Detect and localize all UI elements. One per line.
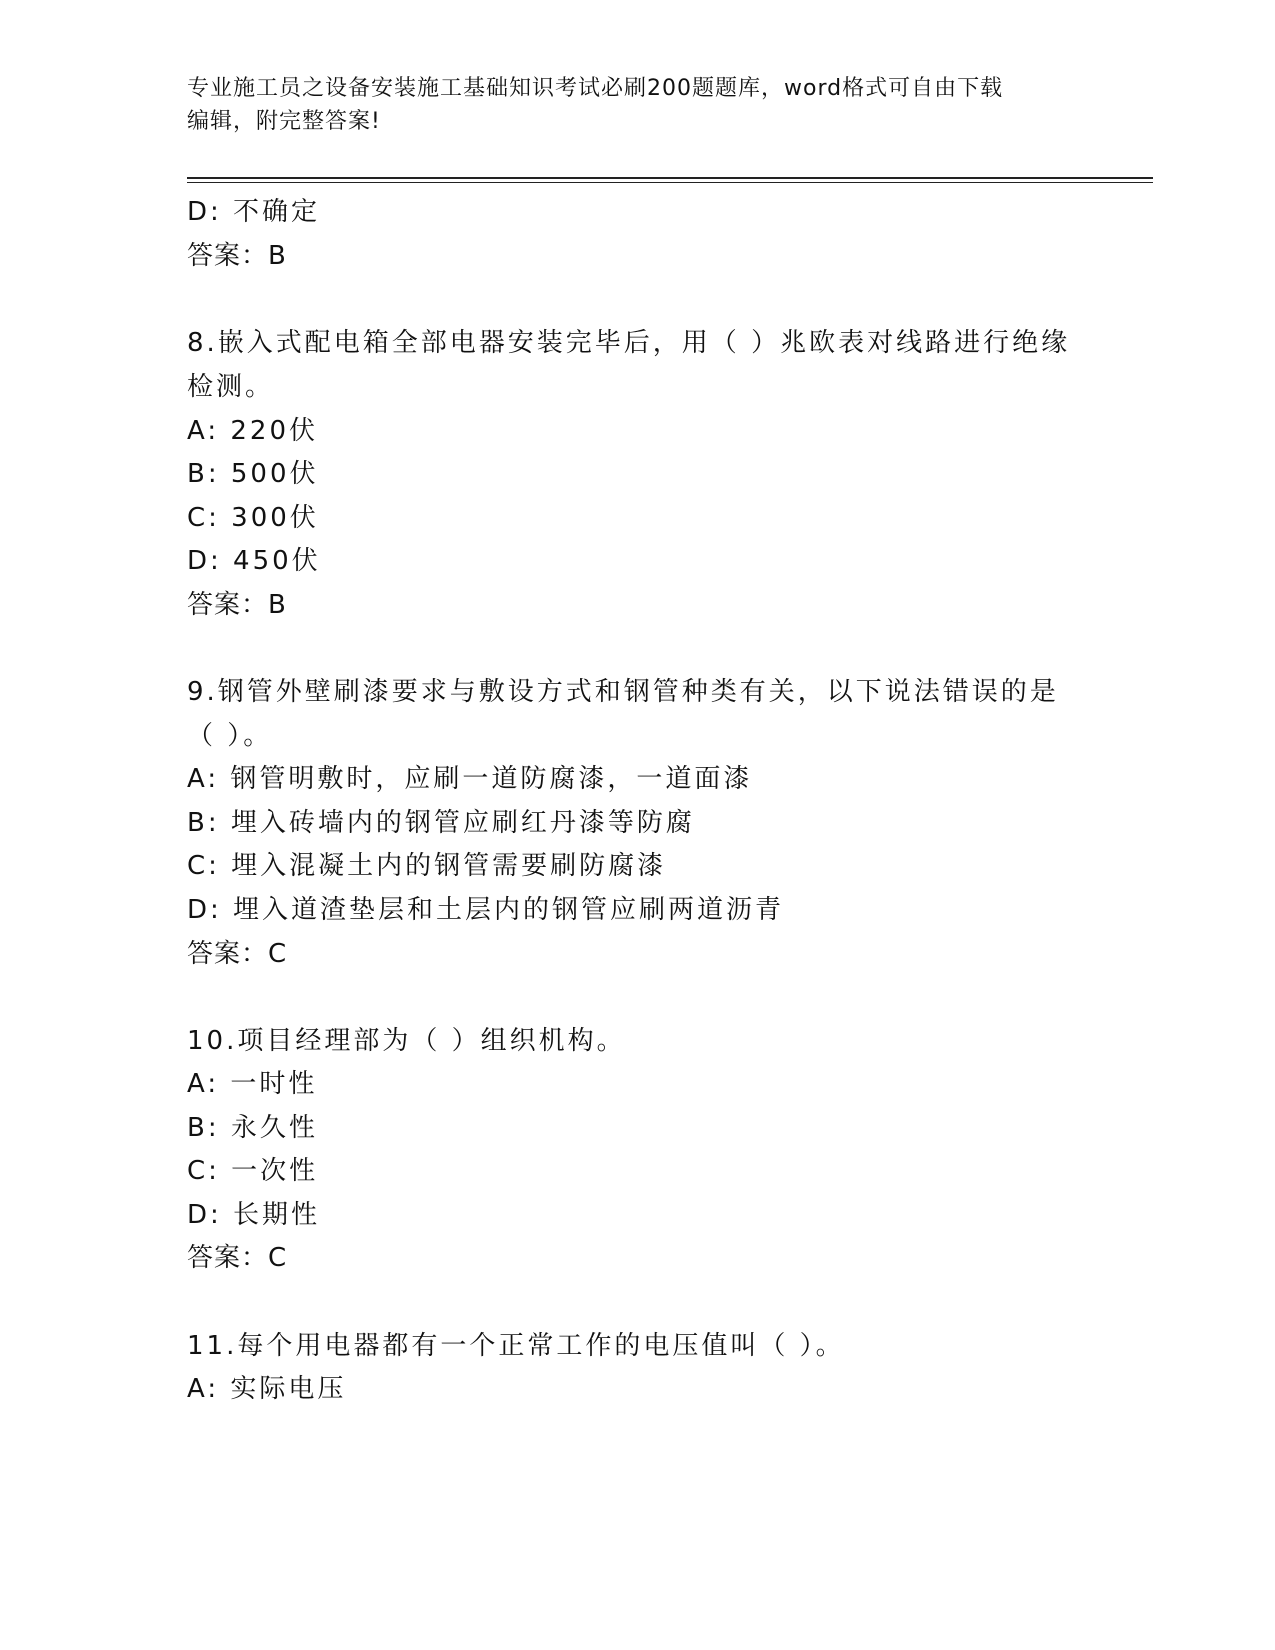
header-line-1: 专业施工员之设备安装施工基础知识考试必刷200题题库，word格式可自由下载 (187, 76, 1004, 101)
q10-option-b: B: 永久性 (187, 1113, 318, 1143)
q8-answer: 答案：B (187, 590, 287, 620)
prev-answer: 答案：B (187, 241, 287, 271)
prev-option-d: D: 不确定 (187, 197, 321, 227)
header-line-2: 编辑，附完整答案! (187, 109, 381, 134)
q9-option-a: A: 钢管明敷时，应刷一道防腐漆，一道面漆 (187, 764, 753, 794)
header-divider-thin (187, 182, 1153, 183)
q8-option-d: D: 450伏 (187, 546, 321, 576)
q9-option-b: B: 埋入砖墙内的钢管应刷红丹漆等防腐 (187, 808, 695, 838)
q11-stem-line-1: 11.每个用电器都有一个正常工作的电压值叫（ ）。 (187, 1331, 845, 1361)
header-divider-thick (187, 177, 1153, 179)
q9-option-d: D: 埋入道渣垫层和土层内的钢管应刷两道沥青 (187, 895, 785, 925)
q10-stem-line-1: 10.项目经理部为（ ）组织机构。 (187, 1026, 626, 1056)
q8-option-c: C: 300伏 (187, 503, 319, 533)
q11-option-a: A: 实际电压 (187, 1374, 347, 1404)
q9-option-c: C: 埋入混凝土内的钢管需要刷防腐漆 (187, 851, 667, 881)
q10-answer: 答案：C (187, 1243, 288, 1273)
q10-option-d: D: 长期性 (187, 1200, 321, 1230)
q8-option-b: B: 500伏 (187, 459, 319, 489)
document-header (187, 72, 1067, 138)
q9-answer: 答案：C (187, 939, 288, 969)
q8-option-a: A: 220伏 (187, 416, 318, 446)
q8-stem-line-1: 8.嵌入式配电箱全部电器安装完毕后，用（ ）兆欧表对线路进行绝缘 (187, 328, 1071, 358)
q9-stem-line-2: （ ）。 (187, 721, 273, 751)
q9-stem-line-1: 9.钢管外壁刷漆要求与敷设方式和钢管种类有关，以下说法错误的是 (187, 677, 1059, 707)
q10-option-a: A: 一时性 (187, 1069, 318, 1099)
q8-stem-line-2: 检测。 (187, 372, 275, 402)
q10-option-c: C: 一次性 (187, 1156, 319, 1186)
